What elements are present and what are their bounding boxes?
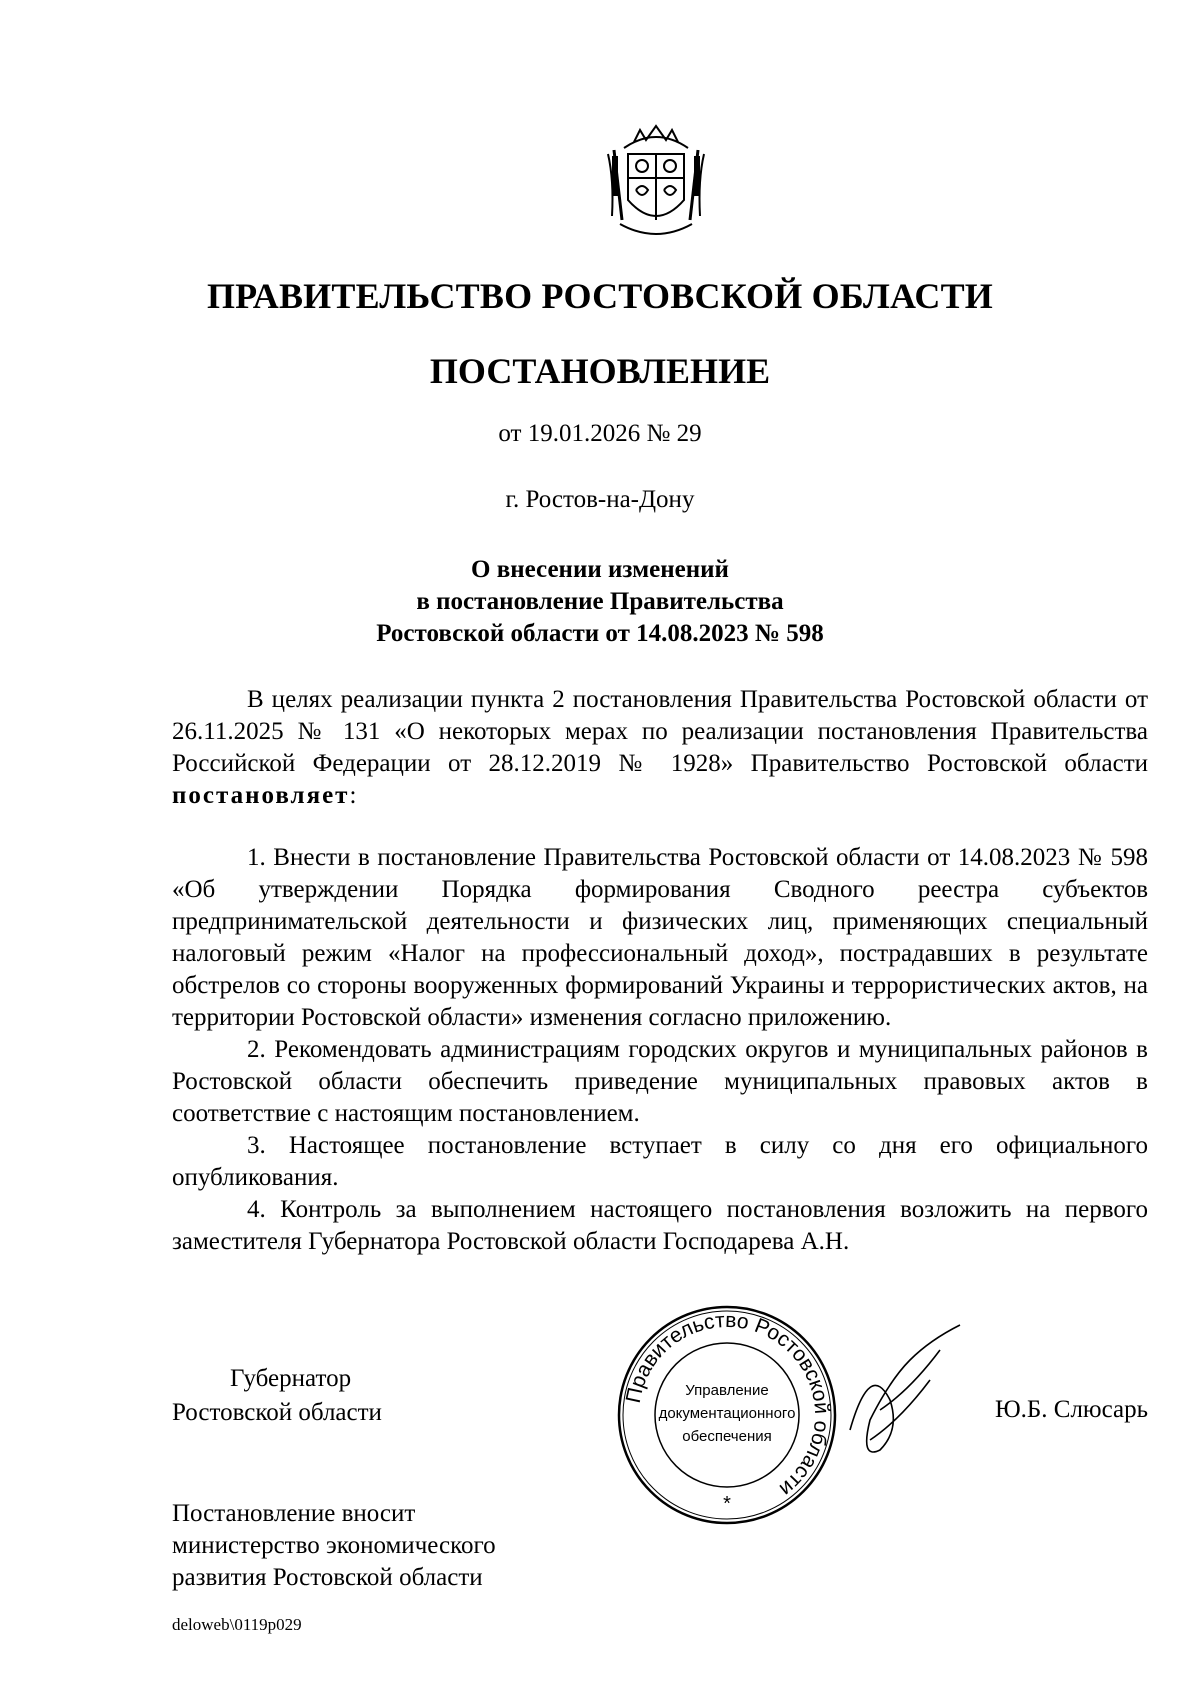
stamp-inner-line: документационного (658, 1405, 796, 1422)
resolution-item: 2. Рекомендовать администрациям городских округов и муниципальных районов в Ростовской области обеспечить приведение муниципальных правовых актов в соответствие с настоящим постановлением. (172, 1036, 1148, 1127)
preamble-text: В целях реализации пункта 2 постановления Правительства Ростовской области от 26.11.2025 № 131 «О некоторых мерах по реализации постановления Правительства Российской Федерации от 28.12.2019 № 1928» Правительство Ростовской области (172, 686, 1148, 777)
resolution-items (172, 842, 1148, 1258)
subject-line: О внесении изменений (471, 556, 729, 583)
resolution-item: 3. Настоящее постановление вступает в силу со дня его официального опубликования. (172, 1132, 1148, 1191)
preamble-emphasis: постановляет (172, 782, 350, 809)
preamble-tail: : (349, 782, 357, 809)
preamble (172, 684, 1148, 812)
coat-of-arms-icon (594, 120, 718, 244)
signatory-title-line: Ростовской области (172, 1399, 382, 1426)
stamp-ring-text: Правительство Ростовской области (621, 1308, 834, 1501)
handwritten-signature (840, 1320, 970, 1470)
subject-line: в постановление Правительства (416, 588, 784, 615)
introduced-by-line: Постановление вносит (172, 1500, 416, 1527)
signatory-name: Ю.Б. Слюсарь (994, 1396, 1148, 1423)
signatory-title-line: Губернатор (230, 1365, 352, 1392)
document-subject (0, 554, 1200, 650)
stamp-star: * (723, 1493, 731, 1515)
introduced-by (172, 1498, 496, 1594)
subject-line: Ростовской области от 14.08.2023 № 598 (376, 620, 824, 647)
introduced-by-line: развития Ростовской области (172, 1564, 483, 1591)
stamp-inner-line: обеспечения (682, 1428, 772, 1445)
official-stamp (612, 1300, 842, 1530)
document-date-number: от 19.01.2026 № 29 (498, 420, 702, 447)
resolution-item: 1. Внести в постановление Правительства Ростовской области от 14.08.2023 № 598 «Об утверждении Порядка формирования Сводного реестра субъектов предпринимательской деятельности и физических лиц, применяющих специальный налоговый режим «Налог на профессиональный доход», пострадавших в результате обстрелов со стороны вооруженных формирований Украины и террористических актов, на территории Ростовской области» изменения согласно приложению. (172, 844, 1148, 1031)
introduced-by-line: министерство экономического (172, 1532, 496, 1559)
signatory-title (172, 1362, 382, 1430)
organization-title: ПРАВИТЕЛЬСТВО РОСТОВСКОЙ ОБЛАСТИ (206, 276, 994, 316)
resolution-item: 4. Контроль за выполнением настоящего постановления возложить на первого заместителя Губернатора Ростовской области Господарева А.Н. (172, 1196, 1148, 1255)
document-city: г. Ростов-на-Дону (505, 486, 695, 513)
stamp-inner-line: Управление (685, 1382, 769, 1399)
document-reference: deloweb\0119p029 (172, 1615, 302, 1634)
document-type: ПОСТАНОВЛЕНИЕ (429, 351, 771, 391)
